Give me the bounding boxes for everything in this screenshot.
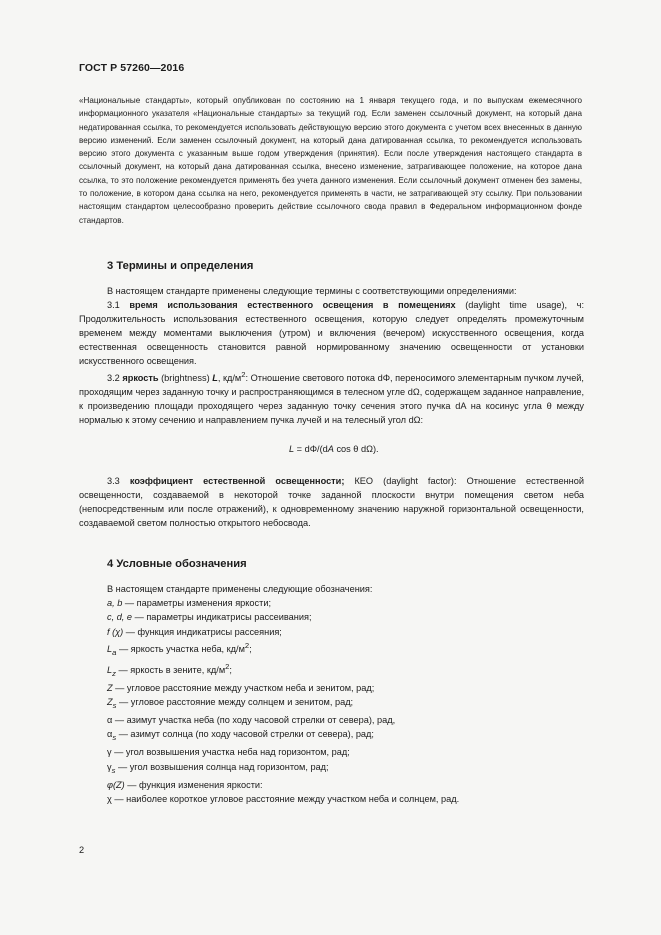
term-number: 3.2: [107, 373, 123, 384]
term-english: (brightness): [158, 373, 213, 384]
term-name: яркость: [122, 373, 159, 384]
term-definition: КЕО (daylight factor): Отношение естественной освещенности, создаваемой в некоторой точке заданной плоскости внутри помещения светом неба (непосредственным или после отражений), к одновременному значению наружной горизонтальной освещенности, создаваемой светом полностью открытого небосвода.: [79, 476, 584, 528]
list-item: [107, 713, 459, 727]
list-item: [107, 760, 459, 778]
page-number: 2: [79, 845, 85, 855]
symbols-list: [107, 582, 459, 806]
term-unit-sup: 2: [241, 370, 246, 379]
symbol-description: — угол возвышения участка неба над горизонтом, рад;: [111, 747, 350, 758]
symbol-description: — угол возвышения солнца над горизонтом, рад;: [115, 761, 329, 772]
term-name: время использования естественного освещения в помещениях: [129, 300, 456, 310]
symbol: c, d, e: [107, 612, 133, 623]
symbol-subscript: a: [112, 647, 117, 657]
list-item: [107, 792, 459, 806]
symbol-description: — наиболее короткое угловое расстояние между участком неба и солнцем, рад.: [111, 793, 460, 804]
term-definition: (daylight time usage), ч: Продолжительность использования естественного освещения, которую следует определять промежуточным временем между моментами выключения (утром) и включения (вечером) искусственного освещения, когда естественная освещенность становится равной нормированному значению освещенности от установки искусственного освещения.: [79, 300, 585, 366]
term-number: 3.1: [107, 300, 130, 310]
symbol-description: — азимут солнца (по ходу часовой стрелки от севера), рад;: [116, 729, 374, 740]
symbol-description: — функция изменения яркости:: [124, 779, 263, 790]
term-3-3-block: [79, 474, 584, 530]
symbol: Z: [107, 683, 113, 693]
symbol-description: — яркость в зените, кд/м: [115, 664, 226, 675]
list-item: [107, 639, 459, 660]
term-symbol: L: [212, 373, 218, 384]
formula-area: A: [327, 444, 334, 454]
symbol: Z: [107, 697, 113, 708]
list-item: [107, 727, 459, 745]
symbol: f (χ): [107, 626, 124, 637]
term-3-2: [79, 368, 584, 427]
list-item: [107, 681, 459, 695]
symbol-subscript: s: [111, 765, 116, 775]
formula-mid: = dΦ/(d: [294, 444, 328, 454]
symbol: φ(Z): [107, 779, 125, 790]
references-note: «Национальные стандарты», который опубликован по состоянию на 1 января текущего года, и по выпускам ежемесячного информационного указателя «Национальные стандарты» за текущий год. Если заменен ссылочный документ, на который дана недатированная ссылка, то рекомендуется использовать действующую версию этого документа с учетом всех внесенных в данную версию изменений. Если заменен ссылочный документ, на который дана датированная ссылка, то рекомендуется использовать версию этого документа с указанным выше годом утверждения (принятия). Если после утверждения настоящего стандарта в ссылочный документ, на который дана датированная ссылка, внесено изменение, затрагивающее положение, на которое дана ссылка, то это положение рекомендуется применять без учета данного изменения. Если ссылочный документ отменен без замены, то положение, в котором дана ссылка на него, рекомендуется применять в части, не затрагивающей эту ссылку. При пользовании настоящим стандартом целесообразно проверить действие ссылочного свода правил в Федеральном информационном фонде стандартов.: [79, 96, 582, 225]
symbol: γ: [107, 747, 112, 758]
punctuation: ;: [249, 643, 252, 654]
symbol-description: — параметры изменения яркости;: [122, 598, 272, 609]
list-item: [107, 778, 459, 792]
list-item: [107, 695, 459, 713]
symbol: χ: [107, 793, 112, 804]
formula-rhs: cos θ dΩ).: [333, 444, 379, 454]
list-item: [107, 610, 459, 624]
term-name: коэффициент естественной освещенности;: [129, 476, 345, 486]
list-item: [107, 596, 459, 610]
symbol-description: — угловое расстояние между солнцем и зенитом, рад;: [116, 697, 354, 708]
brightness-formula: [289, 444, 379, 454]
punctuation: ;: [229, 664, 232, 675]
symbol: L: [107, 664, 113, 675]
unit-sup: 2: [225, 661, 230, 671]
symbol: α: [107, 729, 113, 740]
term-number: 3.3: [107, 476, 130, 486]
term-definition: : Отношение светового потока dΦ, переносимого элементарным пучком лучей, проходящим через заданную точку и распространяющимся в телесном угле dΩ, содержащем заданное направление, к произведению площади проходящего через заданную точку сечения этого пучка dA на косинус угла θ между нормалью к этому сечению и направлением пучка лучей и на телесный угол dΩ:: [79, 373, 584, 426]
symbol-subscript: s: [112, 701, 117, 711]
symbol-description: — азимут участка неба (по ходу часовой стрелки от севера), рад,: [112, 715, 396, 726]
symbol: α: [107, 715, 113, 726]
list-item: [107, 660, 459, 681]
document-header: ГОСТ Р 57260—2016: [79, 62, 185, 74]
list-item: [107, 745, 459, 759]
list-item: [107, 625, 459, 639]
symbol-description: — яркость участка неба, кд/м: [116, 643, 245, 654]
symbol-description: — параметры индикатрисы рассеивания;: [132, 612, 312, 623]
symbol: L: [107, 643, 113, 654]
term-unit: , кд/м: [217, 373, 242, 384]
symbol-description: — угловое расстояние между участком неба и зенитом, рад;: [112, 683, 375, 693]
section-3-intro: В настоящем стандарте применены следующие термины с соответствующими определениями:: [107, 286, 517, 296]
section-4-intro: В настоящем стандарте применены следующие обозначения:: [107, 584, 373, 594]
formula-lhs: L: [289, 444, 295, 454]
section-4-title: 4 Условные обозначения: [107, 558, 247, 570]
symbol: γ: [107, 761, 112, 772]
unit-sup: 2: [244, 640, 250, 650]
section-3-body: [79, 284, 584, 427]
term-3-3: [79, 474, 584, 530]
term-3-1: [79, 298, 584, 368]
section-3-title: 3 Термины и определения: [107, 260, 254, 272]
symbol: a, b: [107, 598, 123, 609]
symbol-subscript: z: [112, 668, 116, 678]
symbol-subscript: s: [112, 733, 117, 743]
symbol-description: — функция индикатрисы рассеяния;: [123, 626, 282, 637]
